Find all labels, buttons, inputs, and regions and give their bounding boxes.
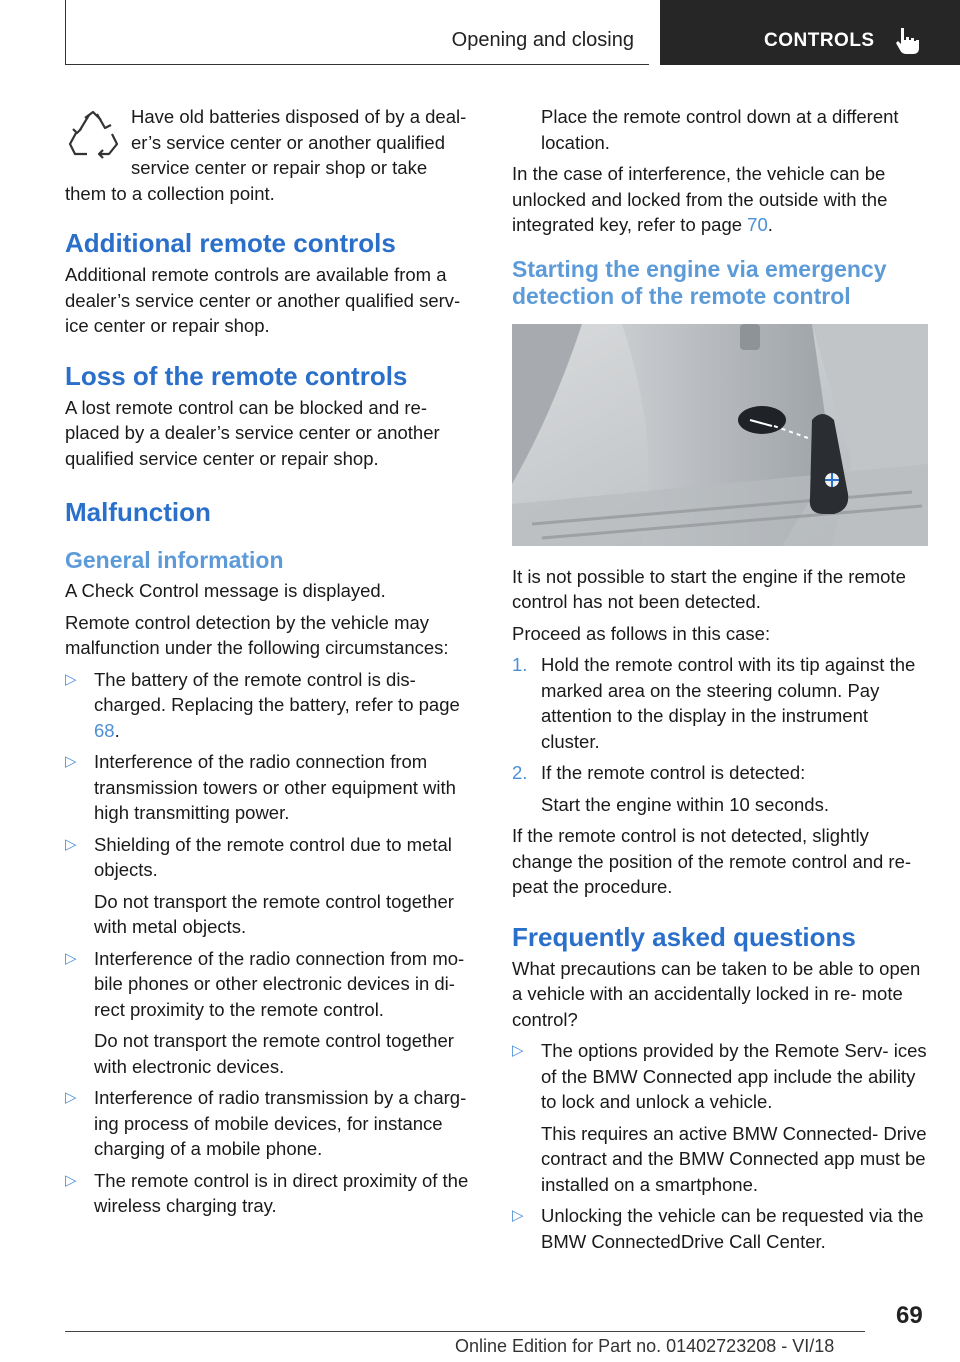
heading-emergency-detection: Starting the engine via emergency detection of the remote control [512, 255, 887, 309]
procedure-steps [512, 652, 930, 817]
list-item: 1. Hold the remote control with its tip against the marked area on the steering column. Pay attention to the display in the instrument cluster. [512, 654, 916, 752]
bullet-marker: ▷ [65, 670, 77, 688]
header-left-rule [65, 0, 66, 64]
battery-disposal-note [65, 104, 477, 206]
step-number: 2. [512, 762, 528, 783]
paragraph-not-detected: If the remote control is not detected, slightly change the position of the remote control and re‐ peat the procedure. [512, 825, 912, 897]
hand-pointer-icon [894, 26, 922, 56]
left-column [65, 104, 477, 1225]
footer-edition: Online Edition for Part no. 01402723208 - VI/18 [455, 1336, 835, 1356]
faq-list [512, 1038, 930, 1254]
paragraph-place-down: Place the remote control down at a different location. [541, 106, 899, 153]
step-number: 1. [512, 654, 528, 675]
paragraph-loss-of-remote-controls: A lost remote control can be blocked and re‐ placed by a dealer’s service center or another qualified service center or repair shop. [65, 396, 440, 469]
heading-malfunction: Malfunction [65, 497, 211, 527]
page-number: 69 [896, 1302, 923, 1329]
list-item: 2. If the remote control is detected: Start the engine within 10 seconds. [512, 762, 829, 815]
list-item: ▷ Interference of radio transmission by a charg‐ ing process of mobile devices, for instance charging of a mobile phone. [65, 1087, 467, 1159]
heading-additional-remote-controls: Additional remote controls [65, 228, 396, 258]
page-link-70[interactable]: 70 [747, 214, 768, 235]
paragraph-faq-question: What precautions can be taken to be able to open a vehicle with an accidentally locked in re‐ mote control? [512, 957, 921, 1030]
heading-general-information: General information [65, 547, 284, 573]
list-item: ▷ The remote control is in direct proximity of the wireless charging tray. [65, 1169, 469, 1216]
bullet-marker: ▷ [65, 949, 77, 967]
paragraph-not-possible: It is not possible to start the engine if the remote control has not been detected. [512, 565, 906, 612]
heading-loss-of-remote-controls: Loss of the remote controls [65, 360, 408, 391]
page-link-68[interactable]: 68 [94, 719, 115, 741]
paragraph-additional-remote-controls: Additional remote controls are available from a dealer’s service center or another qualified serv‐ ice center or repair shop. [65, 264, 461, 336]
bullet-marker: ▷ [65, 1089, 77, 1106]
list-item: ▷ The battery of the remote control is dis‐ charged. Replacing the battery, refer to page 68. [65, 668, 460, 741]
footer-rule [65, 1331, 865, 1332]
list-item: ▷ Shielding of the remote control due to metal objects. Do not transport the remote control together with metal objects. [65, 833, 454, 937]
bullet-marker: ▷ [65, 753, 77, 770]
battery-disposal-text: Have old batteries disposed of by a deal‐ er’s service center or another qualified service center or repair shop or take them to a collection point. [65, 106, 467, 204]
list-item: ▷ Interference of the radio connection from transmission towers or other equipment with high transmitting power. [65, 751, 456, 823]
header-section-title: Opening and closing [451, 29, 634, 51]
malfunction-list [65, 667, 477, 1219]
paragraph-detection-malfunction: Remote control detection by the vehicle may malfunction under the following circumstances: [65, 611, 449, 658]
list-item: ▷ Unlocking the vehicle can be requested via the BMW ConnectedDrive Call Center. [512, 1205, 924, 1252]
paragraph-interference: In the case of interference, the vehicle can be unlocked and locked from the outside with the integrated key, refer to page 70. [512, 163, 888, 235]
heading-faq: Frequently asked questions [512, 921, 856, 952]
header-chapter-label: CONTROLS [764, 30, 875, 51]
bullet-marker: ▷ [65, 1171, 77, 1189]
right-column [512, 104, 930, 1260]
bullet-marker: ▷ [512, 1207, 524, 1224]
bullet-marker: ▷ [65, 835, 77, 853]
paragraph-proceed: Proceed as follows in this case: [512, 622, 771, 644]
steering-column-illustration [512, 324, 928, 546]
bullet-marker: ▷ [512, 1042, 524, 1059]
recycle-icon [65, 108, 121, 164]
list-item: ▷ The options provided by the Remote Serv‐ ices of the BMW Connected app include the ability to lock and unlock a vehicle. This requires an active BMW Connected‐ Drive contract and the BMW Connected app must be installed on a smartphone. [512, 1040, 927, 1195]
paragraph-check-control: A Check Control message is displayed. [65, 580, 386, 601]
header-chapter-tab [660, 0, 960, 65]
list-item: ▷ Interference of the radio connection from mo‐ bile phones or other electronic devices in di‐ rect proximity to the remote control. Do not transport the remote control together with electronic devices. [65, 947, 465, 1077]
header-bottom-rule [65, 64, 649, 65]
